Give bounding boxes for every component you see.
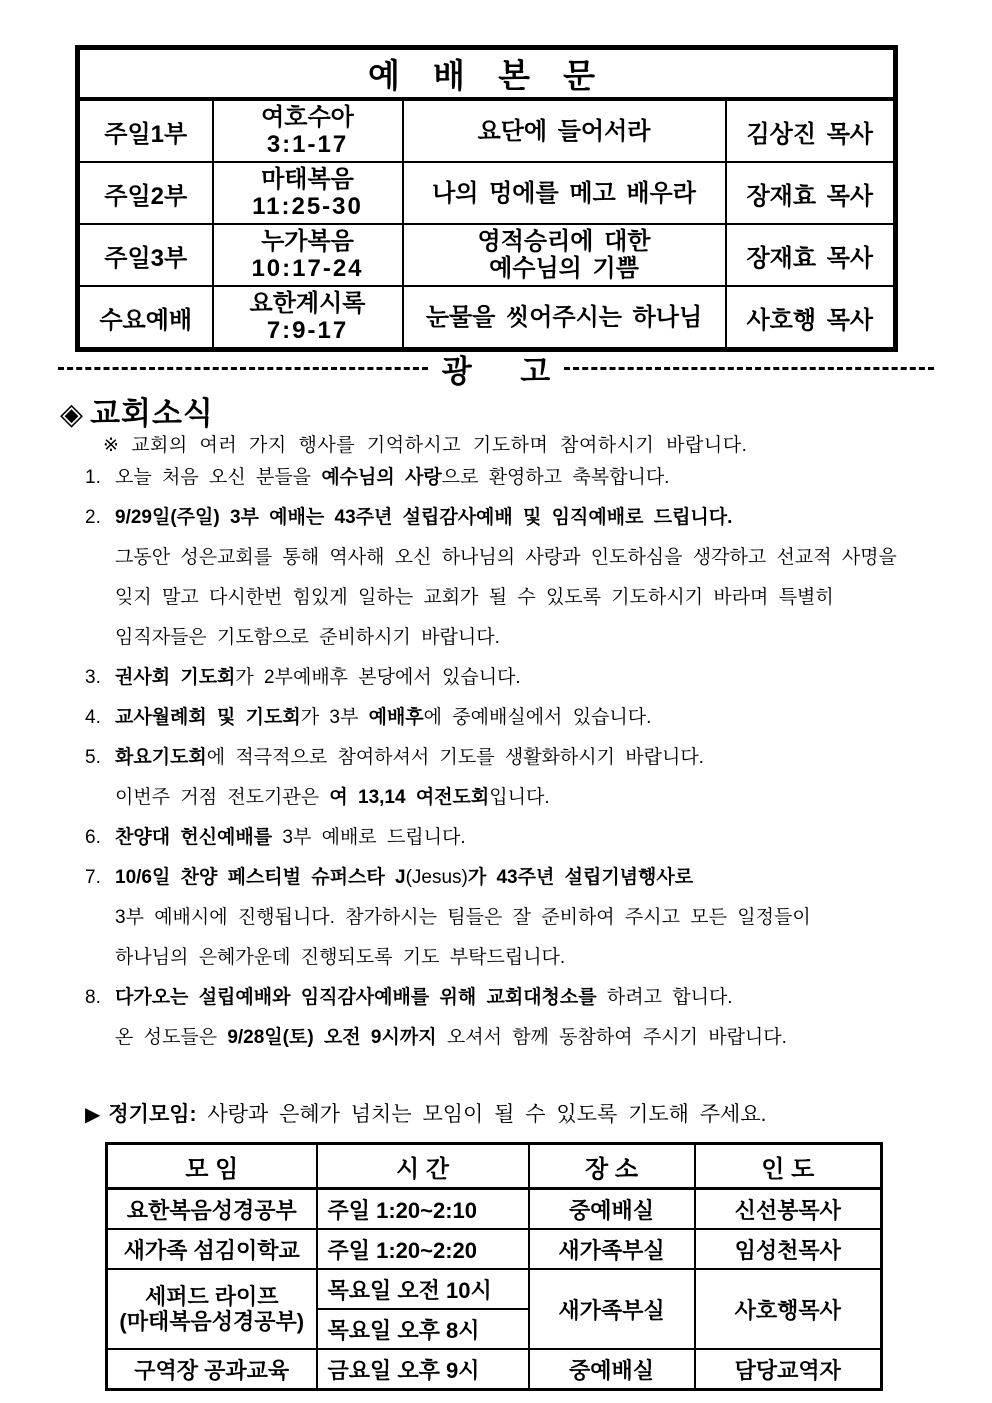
divider-dash-right <box>564 367 934 370</box>
item-number: 8. <box>85 987 101 1008</box>
scripture-ref: 11:25-30 <box>252 193 363 220</box>
announcements-title: 광 고 <box>441 353 551 389</box>
scripture-book: 요한계시록 <box>249 290 366 317</box>
worship-row-sunday1 <box>78 99 896 162</box>
item-line: 이번주 거점 전도기관은 여 13,14 여전도회입니다. <box>115 787 550 808</box>
news-item-2 <box>85 498 957 658</box>
item-line: 잊지 말고 다시한번 힘있게 일하는 교회가 될 수 있도록 기도하시기 바라며 특별히 <box>115 587 834 608</box>
item-body <box>115 738 957 818</box>
sermon-cell <box>403 286 726 350</box>
scripture-book: 누가복음 <box>261 228 354 255</box>
scripture-ref: 10:17-24 <box>251 255 364 282</box>
item-line: 9/29일(주일) 3부 예배는 43주년 설립감사예배 및 임직예배로 드립니다. <box>115 507 733 528</box>
news-item-7 <box>85 858 957 978</box>
news-item-8 <box>85 978 957 1058</box>
worship-row-wednesday <box>78 286 896 350</box>
sermon-title: 요단에 들어서라 <box>477 117 651 145</box>
item-body <box>115 818 957 858</box>
item-line: 온 성도들은 9/28일(토) 오전 9시까지 오셔서 함께 동참하여 주시기 바랍니다. <box>115 1027 787 1048</box>
news-item-5 <box>85 738 957 818</box>
item-number: 6. <box>85 827 101 848</box>
item-body <box>115 658 957 698</box>
item-number: 5. <box>85 747 101 768</box>
sermon-title: 눈물을 씻어주시는 하나님 <box>425 303 703 331</box>
meeting-name <box>107 1269 317 1349</box>
header-time: 시 간 <box>317 1144 529 1189</box>
meeting-row-newcomer-school <box>107 1229 882 1269</box>
item-number: 7. <box>85 867 101 888</box>
service-cell: 주일1부 <box>78 99 213 162</box>
scripture-book: 여호수아 <box>261 104 354 131</box>
meeting-name: 요한복음성경공부 <box>107 1189 317 1230</box>
preacher-cell: 김상진 목사 <box>726 99 896 162</box>
scripture-cell <box>213 162 403 224</box>
news-list <box>85 458 957 1058</box>
item-line: 하나님의 은혜가운데 진행되도록 기도 부탁드립니다. <box>115 947 566 968</box>
sermon-title-line2: 예수님의 기쁨 <box>489 255 639 282</box>
worship-table <box>75 45 898 352</box>
scripture-ref: 3:1-17 <box>266 131 349 158</box>
meeting-row-shepherd-life-am <box>107 1269 882 1309</box>
meeting-name-line2: (마태복음성경공부) <box>119 1309 305 1334</box>
meeting-name: 구역장 공과교육 <box>107 1349 317 1390</box>
item-number: 3. <box>85 667 101 688</box>
item-number: 2. <box>85 507 101 528</box>
sermon-cell <box>403 224 726 286</box>
meeting-place: 새가족부실 <box>529 1229 695 1269</box>
announcements-divider <box>58 348 934 388</box>
item-line: 임직자들은 기도함으로 준비하시기 바랍니다. <box>115 627 500 648</box>
meeting-leader: 담당교역자 <box>695 1349 882 1390</box>
scripture-cell <box>213 286 403 350</box>
meetings-heading-title: 정기모임: <box>108 1103 197 1126</box>
meetings-table <box>105 1142 883 1391</box>
meetings-header-row <box>107 1144 882 1189</box>
scripture-ref: 7:9-17 <box>266 317 349 344</box>
news-item-3 <box>85 658 957 698</box>
church-news-heading <box>60 388 214 433</box>
worship-row-sunday3 <box>78 224 896 286</box>
meeting-row-district-leader-training <box>107 1349 882 1390</box>
meeting-time: 주일 1:20~2:20 <box>317 1229 529 1269</box>
news-item-6 <box>85 818 957 858</box>
preacher-cell: 사호행 목사 <box>726 286 896 350</box>
meeting-leader: 사호행목사 <box>695 1269 882 1349</box>
diamond-icon: ◈ <box>60 398 85 431</box>
church-news-heading-label: 교회소식 <box>90 396 214 431</box>
meeting-time: 금요일 오후 9시 <box>317 1349 529 1390</box>
worship-table-title: 예 배 본 문 <box>78 48 896 100</box>
meeting-name-line1: 세퍼드 라이프 <box>144 1284 279 1309</box>
meeting-place: 중예배실 <box>529 1189 695 1230</box>
item-body <box>115 858 957 978</box>
item-line: 권사회 기도회가 2부예배후 본당에서 있습니다. <box>115 667 521 688</box>
item-line: 화요기도회에 적극적으로 참여하셔서 기도를 생활화하시기 바랍니다. <box>115 747 704 768</box>
item-body <box>115 498 957 658</box>
meeting-place: 중예배실 <box>529 1349 695 1390</box>
meeting-place: 새가족부실 <box>529 1269 695 1349</box>
preacher-cell: 장재효 목사 <box>726 162 896 224</box>
triangle-icon: ▶ <box>85 1104 101 1126</box>
item-number: 4. <box>85 707 101 728</box>
preacher-cell: 장재효 목사 <box>726 224 896 286</box>
news-item-4 <box>85 698 957 738</box>
item-body <box>115 978 957 1058</box>
item-line: 교사월례회 및 기도회가 3부 예배후에 중예배실에서 있습니다. <box>115 707 652 728</box>
divider-dash-left <box>58 367 428 370</box>
item-line: 다가오는 설립예배와 임직감사예배를 위해 교회대청소를 하려고 합니다. <box>115 987 733 1008</box>
service-cell: 주일3부 <box>78 224 213 286</box>
scripture-cell <box>213 224 403 286</box>
item-body <box>115 458 957 498</box>
sermon-title: 나의 멍에를 메고 배우라 <box>432 179 696 207</box>
meetings-heading-subtitle: 사랑과 은혜가 넘치는 모임이 될 수 있도록 기도해 주세요. <box>207 1103 767 1126</box>
meeting-leader: 임성천목사 <box>695 1229 882 1269</box>
meetings-heading <box>85 1098 766 1128</box>
item-line: 찬양대 헌신예배를 3부 예배로 드립니다. <box>115 827 466 848</box>
item-line: 오늘 처음 오신 분들을 예수님의 사랑으로 환영하고 축복합니다. <box>115 467 670 488</box>
meeting-row-john-bible-study <box>107 1189 882 1230</box>
sermon-cell <box>403 162 726 224</box>
scripture-book: 마태복음 <box>261 166 354 193</box>
meeting-time: 주일 1:20~2:10 <box>317 1189 529 1230</box>
header-leader: 인 도 <box>695 1144 882 1189</box>
sermon-cell <box>403 99 726 162</box>
item-line: 3부 예배시에 진행됩니다. 참가하시는 팀들은 잘 준비하여 주시고 모든 일정들이 <box>115 907 811 928</box>
meeting-leader: 신선봉목사 <box>695 1189 882 1230</box>
header-meeting: 모 임 <box>107 1144 317 1189</box>
meeting-time: 목요일 오후 8시 <box>317 1309 529 1349</box>
item-body <box>115 698 957 738</box>
church-news-note: ※ 교회의 여러 가지 행사를 기억하시고 기도하며 참여하시기 바랍니다. <box>103 435 748 456</box>
service-cell: 수요예배 <box>78 286 213 350</box>
sermon-title-line1: 영적승리에 대한 <box>477 228 651 255</box>
service-cell: 주일2부 <box>78 162 213 224</box>
scripture-cell <box>213 99 403 162</box>
meeting-name: 새가족 섬김이학교 <box>107 1229 317 1269</box>
meeting-time: 목요일 오전 10시 <box>317 1269 529 1309</box>
worship-title-row <box>78 48 896 100</box>
item-number: 1. <box>85 467 101 488</box>
worship-row-sunday2 <box>78 162 896 224</box>
item-line: 10/6일 찬양 페스티벌 슈퍼스타 J(Jesus)가 43주년 설립기념행사로 <box>115 867 694 888</box>
item-line: 그동안 성은교회를 통해 역사해 오신 하나님의 사랑과 인도하심을 생각하고 선교적 사명을 <box>115 547 897 568</box>
news-item-1 <box>85 458 957 498</box>
header-place: 장 소 <box>529 1144 695 1189</box>
